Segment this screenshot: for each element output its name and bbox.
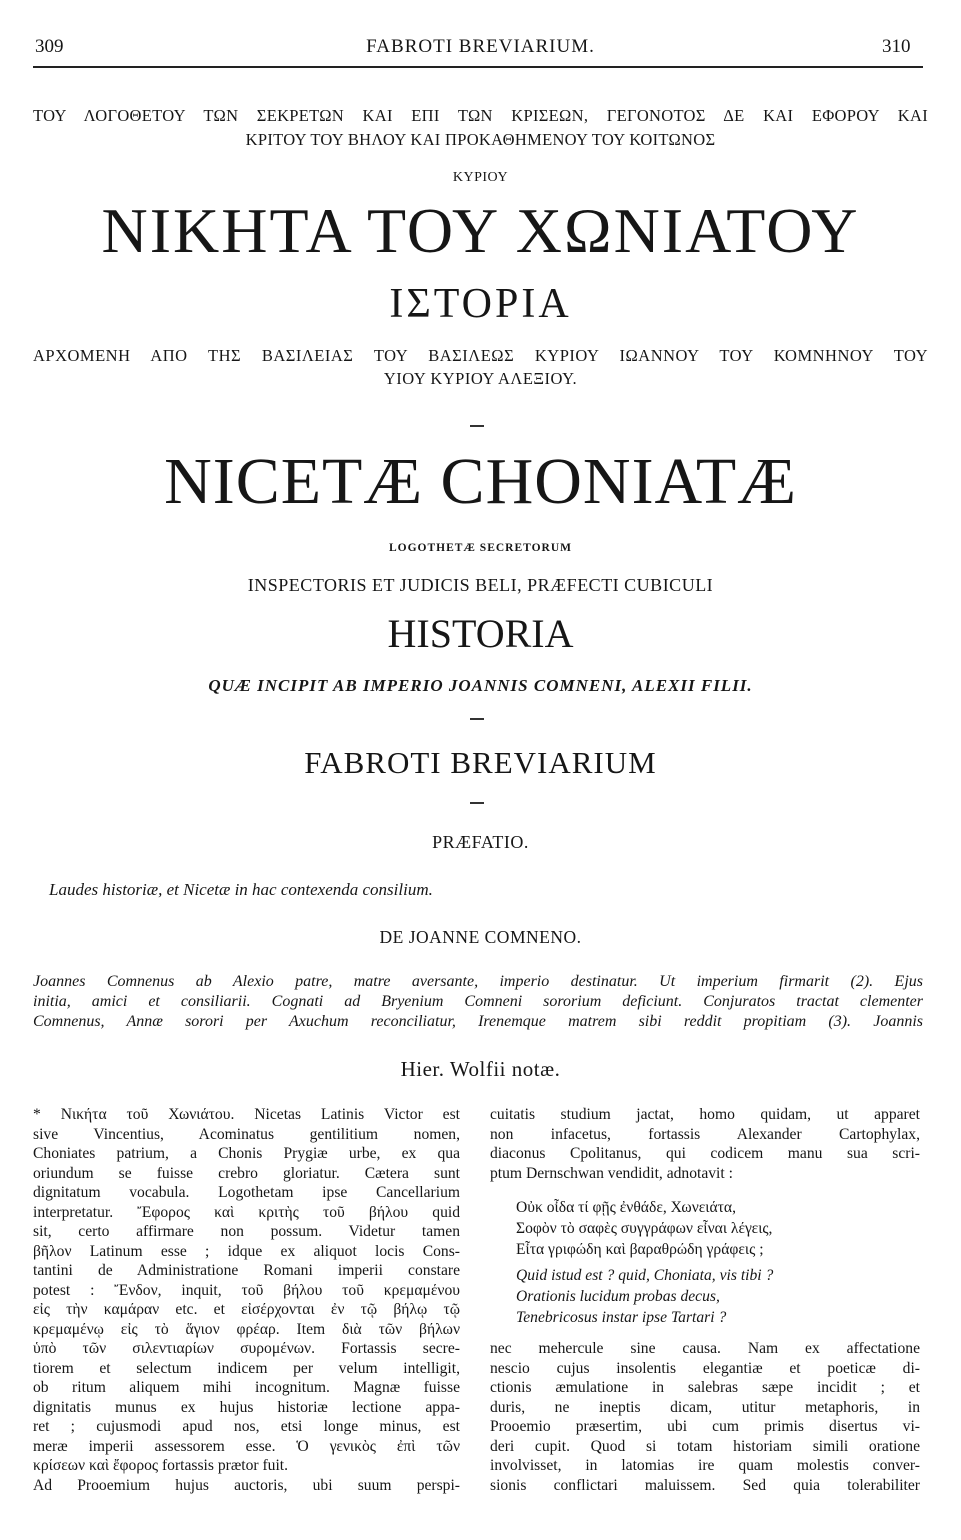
- note-line: ptum Dernschwan vendidit, adnotavit :: [490, 1164, 733, 1182]
- latin-work-title: HISTORIA: [387, 611, 574, 656]
- latin-verse: [516, 1265, 773, 1328]
- note-line: sit, certo affirmare non possum. Videtur tamen: [33, 1223, 460, 1240]
- greek-verse: [516, 1197, 772, 1260]
- separator-dash: [470, 718, 484, 720]
- note-line: involvisset, in latomias ire quam molestis conver-: [490, 1457, 920, 1474]
- verse-line: Εἶτα γριφώδη καὶ βαραθρώδη γράφεις ;: [516, 1241, 764, 1258]
- note-line: duris, ne ineptis dicam, utitur metaphoris, in: [490, 1398, 920, 1416]
- separator-dash: [470, 425, 484, 427]
- note-line: tantini de Administratione Romani imperii constare: [33, 1262, 460, 1279]
- note-line: ὑπὸ τῶν σιλεντιαρίων συρομένων. Fortassis secre-: [33, 1340, 460, 1357]
- chapter-summary: [33, 972, 923, 1032]
- note-line: sionis conflictari maluissem. Sed quia tolerabiliter: [490, 1476, 920, 1494]
- note-line: ctionis æmulatione in salebras sæpe incidit ; et: [490, 1379, 920, 1396]
- note-line: Choniates patrium, a Chonis Prygiæ urbe, ex qua: [33, 1145, 460, 1162]
- greek-author-name: ΝΙΚΗΤΑ ΤΟΥ ΧΩΝΙΑΤΟΥ: [101, 195, 860, 266]
- greek-subtitle-line-1: ΑΡΧΟΜΕΝΗ ΑΠΟ ΤΗΣ ΒΑΣΙΛΕΙΑΣ ΤΟΥ ΒΑΣΙΛΕΩΣ ΚΥΡΙΟΥ ΙΩΑΝΝΟΥ ΤΟΥ ΚΟΜΝΗΝΟΥ ΤΟΥ: [33, 346, 928, 365]
- verse-line: Quid istud est ? quid, Choniata, vis tibi ?: [516, 1267, 774, 1284]
- note-line: deri cupit. Quod si totam historiam simili oratione: [490, 1437, 920, 1455]
- greek-title-line-1: ΤΟΥ ΛΟΓΟΘΕΤΟΥ ΤΩΝ ΣΕΚΡΕΤΩΝ ΚΑΙ ΕΠΙ ΤΩΝ ΚΡΙΣΕΩΝ, ΓΕΓΟΝΟΤΟΣ ΔΕ ΚΑΙ ΕΦΟΡΟΥ ΚΑΙ: [33, 106, 928, 125]
- note-line: βῆλον Latinum esse ; idque ex aliquot locis Cons-: [33, 1242, 460, 1260]
- latin-author-name: NICETÆ CHONIATÆ: [164, 445, 797, 518]
- note-line: nec mehercule sine causa. Nam ex affectatione: [490, 1340, 920, 1357]
- page-number-right: 310: [882, 36, 911, 57]
- separator-dash: [470, 802, 484, 804]
- header-rule: [33, 66, 923, 68]
- notes-left-column: [33, 1105, 460, 1495]
- note-line: oriundum se fuisse crebro gloriatur. Cætera sunt: [33, 1164, 460, 1182]
- note-line: interpretatur. Ἔφορος καὶ κριτὴς τοῦ βήλου quid: [33, 1203, 460, 1221]
- summary-line: Joannes Comnenus ab Alexio patre, matre aversante, imperio destinatur. Ut imperium firmarit (2). Ejus: [33, 973, 923, 990]
- notes-heading: Hier. Wolfii notæ.: [400, 1057, 561, 1081]
- greek-subtitle-line-2: ΥΙΟΥ ΚΥΡΙΟΥ ΑΛΕΞΙΟΥ.: [383, 369, 578, 388]
- note-line: * Νικήτα τοῦ Χωνιάτου. Nicetas Latinis Victor est: [33, 1106, 460, 1123]
- summary-line: initia, amici et consiliarii. Cognati ad Bryenium Comneni sororium deficiunt. Conjuratos tractat clementer: [33, 993, 923, 1010]
- verse-line: Orationis lucidum probas decus,: [516, 1288, 720, 1305]
- note-line: Prooemio præsertim, ubi cum primis disertus vi-: [490, 1418, 920, 1435]
- note-line: sive Vincentius, Acominatus gentilitium nomen,: [33, 1125, 460, 1143]
- greek-title-line-2: ΚΡΙΤΟΥ ΤΟΥ ΒΗΛΟΥ ΚΑΙ ΠΡΟΚΑΘΗΜΕΝΟΥ ΤΟΥ ΚΟΙΤΩΝΟΣ: [245, 130, 716, 149]
- note-line: dignitatis munus ex hujus historiæ lectione appa-: [33, 1398, 460, 1416]
- note-line: meræ imperii assessorem esse. Ὁ γενικὸς ἐπὶ τῶν: [33, 1437, 460, 1455]
- section-heading: DE JOANNE COMNENO.: [379, 927, 582, 947]
- latin-title-line-1: LOGOTHETÆ SECRETORUM: [388, 542, 573, 554]
- praefatio-heading: PRÆFATIO.: [432, 832, 529, 852]
- note-line: diaconus Cpolitanus, qui codicem manu sua scri-: [490, 1145, 920, 1162]
- breviarium-heading: FABROTI BREVIARIUM: [304, 745, 657, 780]
- verse-line: Οὐκ οἶδα τί φῇς ἐνθάδε, Χωνειάτα,: [516, 1199, 736, 1216]
- note-line: κρίσεων καὶ ἔφορος fortassis prætor fuit.: [33, 1457, 289, 1474]
- summary-line: Comnenus, Annæ sorori per Axuchum reconciliatur, Irenemque matrem sibi reddit propitiam (3). Joannis: [33, 1013, 923, 1030]
- note-line: ob ritum aliquem mihi incognitum. Magnæ fuisse: [33, 1379, 460, 1396]
- note-line: ret ; cujusmodi apud nos, etsi longe minus, est: [33, 1418, 460, 1435]
- verse-line: Tenebricosus instar ipse Tartari ?: [516, 1309, 727, 1326]
- latin-title-line-3: QUÆ INCIPIT AB IMPERIO JOANNIS COMNENI, ALEXII FILII.: [208, 676, 753, 695]
- note-line: cuitatis studium jactat, homo quidam, ut apparet: [490, 1106, 920, 1123]
- notes-right-column-top: [490, 1105, 920, 1183]
- note-line: non infacetus, fortassis Alexander Cartophylax,: [490, 1125, 920, 1143]
- note-line: nescio cujus insolentis elegantiæ et poeticæ di-: [490, 1359, 920, 1377]
- praefatio-summary: Laudes historiæ, et Nicetæ in hac contexenda consilium.: [49, 880, 433, 899]
- note-line: Ad Prooemium hujus auctoris, ubi suum perspi-: [33, 1476, 460, 1494]
- verse-line: Σοφὸν τὸ σαφὲς συγγράφων εἶναι λέγεις,: [516, 1220, 773, 1237]
- note-line: εἰς τὴν καμάραν etc. et εἰσέρχονται ἐν τῷ βήλῳ τῷ: [33, 1301, 460, 1318]
- notes-right-column-bottom: [490, 1339, 920, 1495]
- note-line: tiorem et selectum indicem per velum intelligit,: [33, 1359, 460, 1377]
- note-line: κρεμαμένῳ εἰς τὸ ἅγιον φρέαρ. Item διὰ τῶν βήλων: [33, 1320, 460, 1338]
- note-line: potest : Ἔνδον, inquit, τοῦ βήλου τοῦ κρεμαμένου: [33, 1281, 460, 1299]
- note-line: dignitatum vocabula. Logothetam ipse Cancellarium: [33, 1184, 460, 1201]
- greek-title-line-3: ΚΥΡΙΟΥ: [452, 170, 509, 185]
- greek-work-title: ΙΣΤΟΡΙΑ: [389, 281, 572, 327]
- page-number-left: 309: [35, 36, 64, 57]
- latin-title-line-2: INSPECTORIS ET JUDICIS BELI, PRÆFECTI CUBICULI: [247, 575, 714, 595]
- running-title: FABROTI BREVIARIUM.: [366, 36, 595, 57]
